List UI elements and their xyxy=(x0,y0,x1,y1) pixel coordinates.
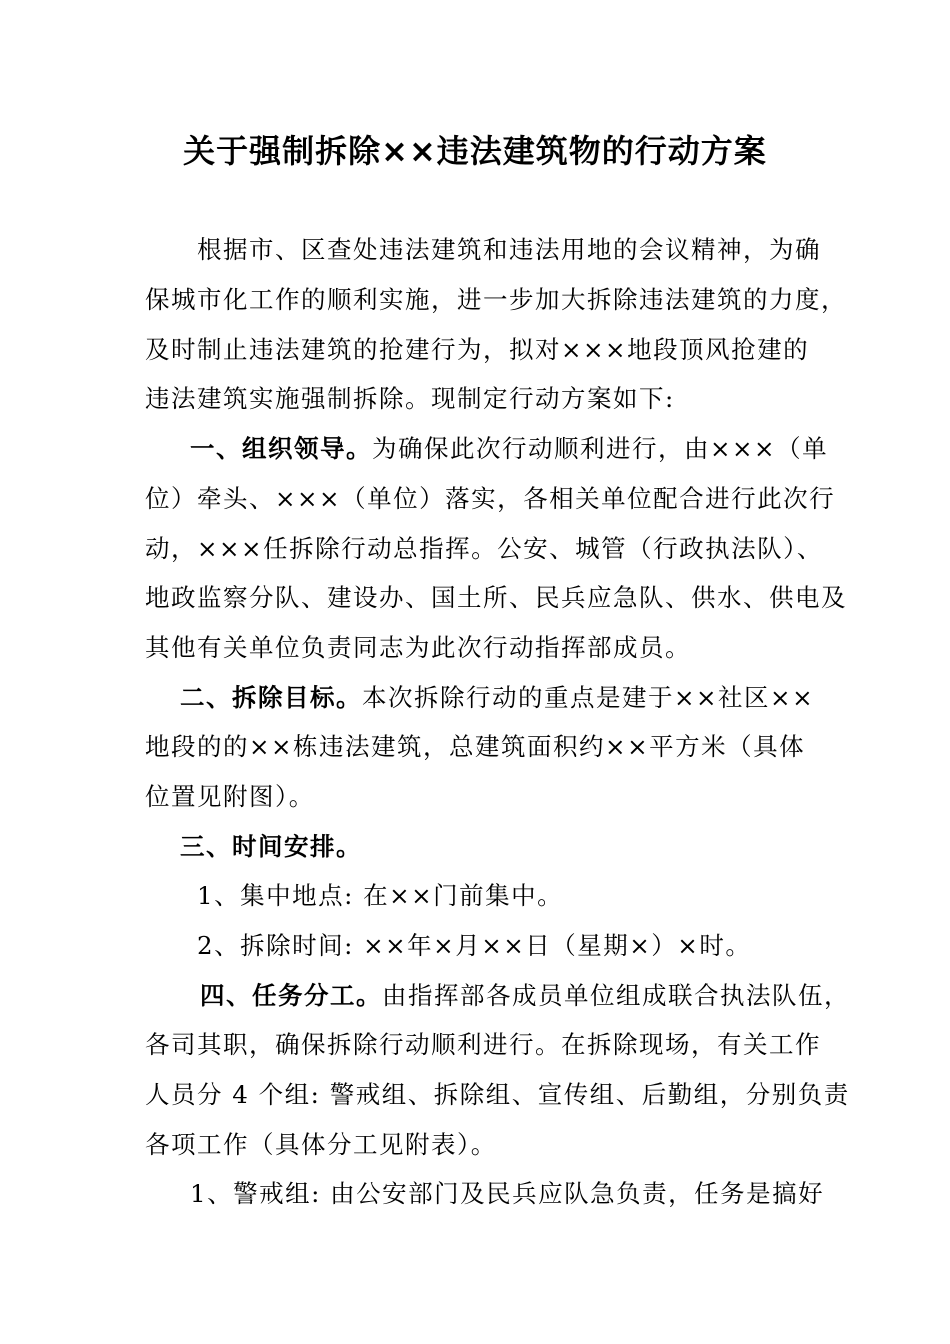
paragraph-line xyxy=(145,531,823,567)
line-text: 违法建筑实施强制拆除。现制定行动方案如下: xyxy=(145,384,675,413)
section-heading: 二、拆除目标。 xyxy=(180,683,362,712)
list-item-line xyxy=(190,1176,824,1212)
paragraph-line xyxy=(145,1127,497,1163)
line-text: 为确保此次行动顺利进行，由×××（单 xyxy=(372,434,829,463)
paragraph-line xyxy=(145,729,805,765)
document-title: 关于强制拆除××违法建筑物的行动方案 xyxy=(183,132,767,170)
list-item-line xyxy=(197,878,563,914)
section-heading: 一、组织领导。 xyxy=(190,434,372,463)
section-heading-line xyxy=(190,431,828,467)
section-heading-line xyxy=(180,829,362,865)
line-text: 2、拆除时间: ××年×月××日（星期×）×时。 xyxy=(197,931,752,960)
line-text: 各项工作（具体分工见附表）。 xyxy=(145,1130,497,1159)
line-text: 由指挥部各成员单位组成联合执法队伍， xyxy=(382,981,850,1010)
line-text: 及时制止违法建筑的抢建行为，拟对×××地段顶风抢建的 xyxy=(145,335,810,364)
line-text: 其他有关单位负责同志为此次行动指挥部成员。 xyxy=(145,633,691,662)
list-item-line xyxy=(197,928,751,964)
section-heading: 四、任务分工。 xyxy=(200,981,382,1010)
line-text: 本次拆除行动的重点是建于××社区×× xyxy=(362,683,815,712)
paragraph-line xyxy=(145,1027,821,1063)
paragraph-line xyxy=(145,1077,850,1113)
line-text: 地政监察分队、建设办、国土所、民兵应急队、供水、供电及 xyxy=(145,583,847,612)
line-text: 1、警戒组: 由公安部门及民兵应队急负责，任务是搞好 xyxy=(190,1179,825,1208)
line-text: 各司其职，确保拆除行动顺利进行。在拆除现场，有关工作 xyxy=(145,1030,821,1059)
line-text: 地段的的××栋违法建筑，总建筑面积约××平方米（具体 xyxy=(145,732,806,761)
line-text: 根据市、区查处违法建筑和违法用地的会议精神，为确 xyxy=(197,235,821,264)
section-heading-line xyxy=(200,978,850,1014)
section-heading: 三、时间安排。 xyxy=(180,832,362,861)
line-text: 人员分 4 个组: 警戒组、拆除组、宣传组、后勤组，分别负责 xyxy=(145,1080,850,1109)
paragraph-line xyxy=(145,332,809,368)
paragraph-line xyxy=(145,282,847,318)
paragraph-line xyxy=(145,580,847,616)
paragraph-line xyxy=(145,381,675,417)
paragraph-line xyxy=(145,630,691,666)
line-text: 动，×××任拆除行动总指挥。公安、城管（行政执法队）、 xyxy=(145,534,823,563)
paragraph-line xyxy=(145,779,315,815)
line-text: 位置见附图）。 xyxy=(145,782,315,811)
line-text: 1、集中地点: 在××门前集中。 xyxy=(197,881,564,910)
line-text: 保城市化工作的顺利实施，进一步加大拆除违法建筑的力度， xyxy=(145,285,847,314)
paragraph-line xyxy=(197,232,821,268)
paragraph-line xyxy=(145,481,835,517)
section-heading-line xyxy=(180,680,814,716)
line-text: 位）牵头、×××（单位）落实，各相关单位配合进行此次行 xyxy=(145,484,836,513)
